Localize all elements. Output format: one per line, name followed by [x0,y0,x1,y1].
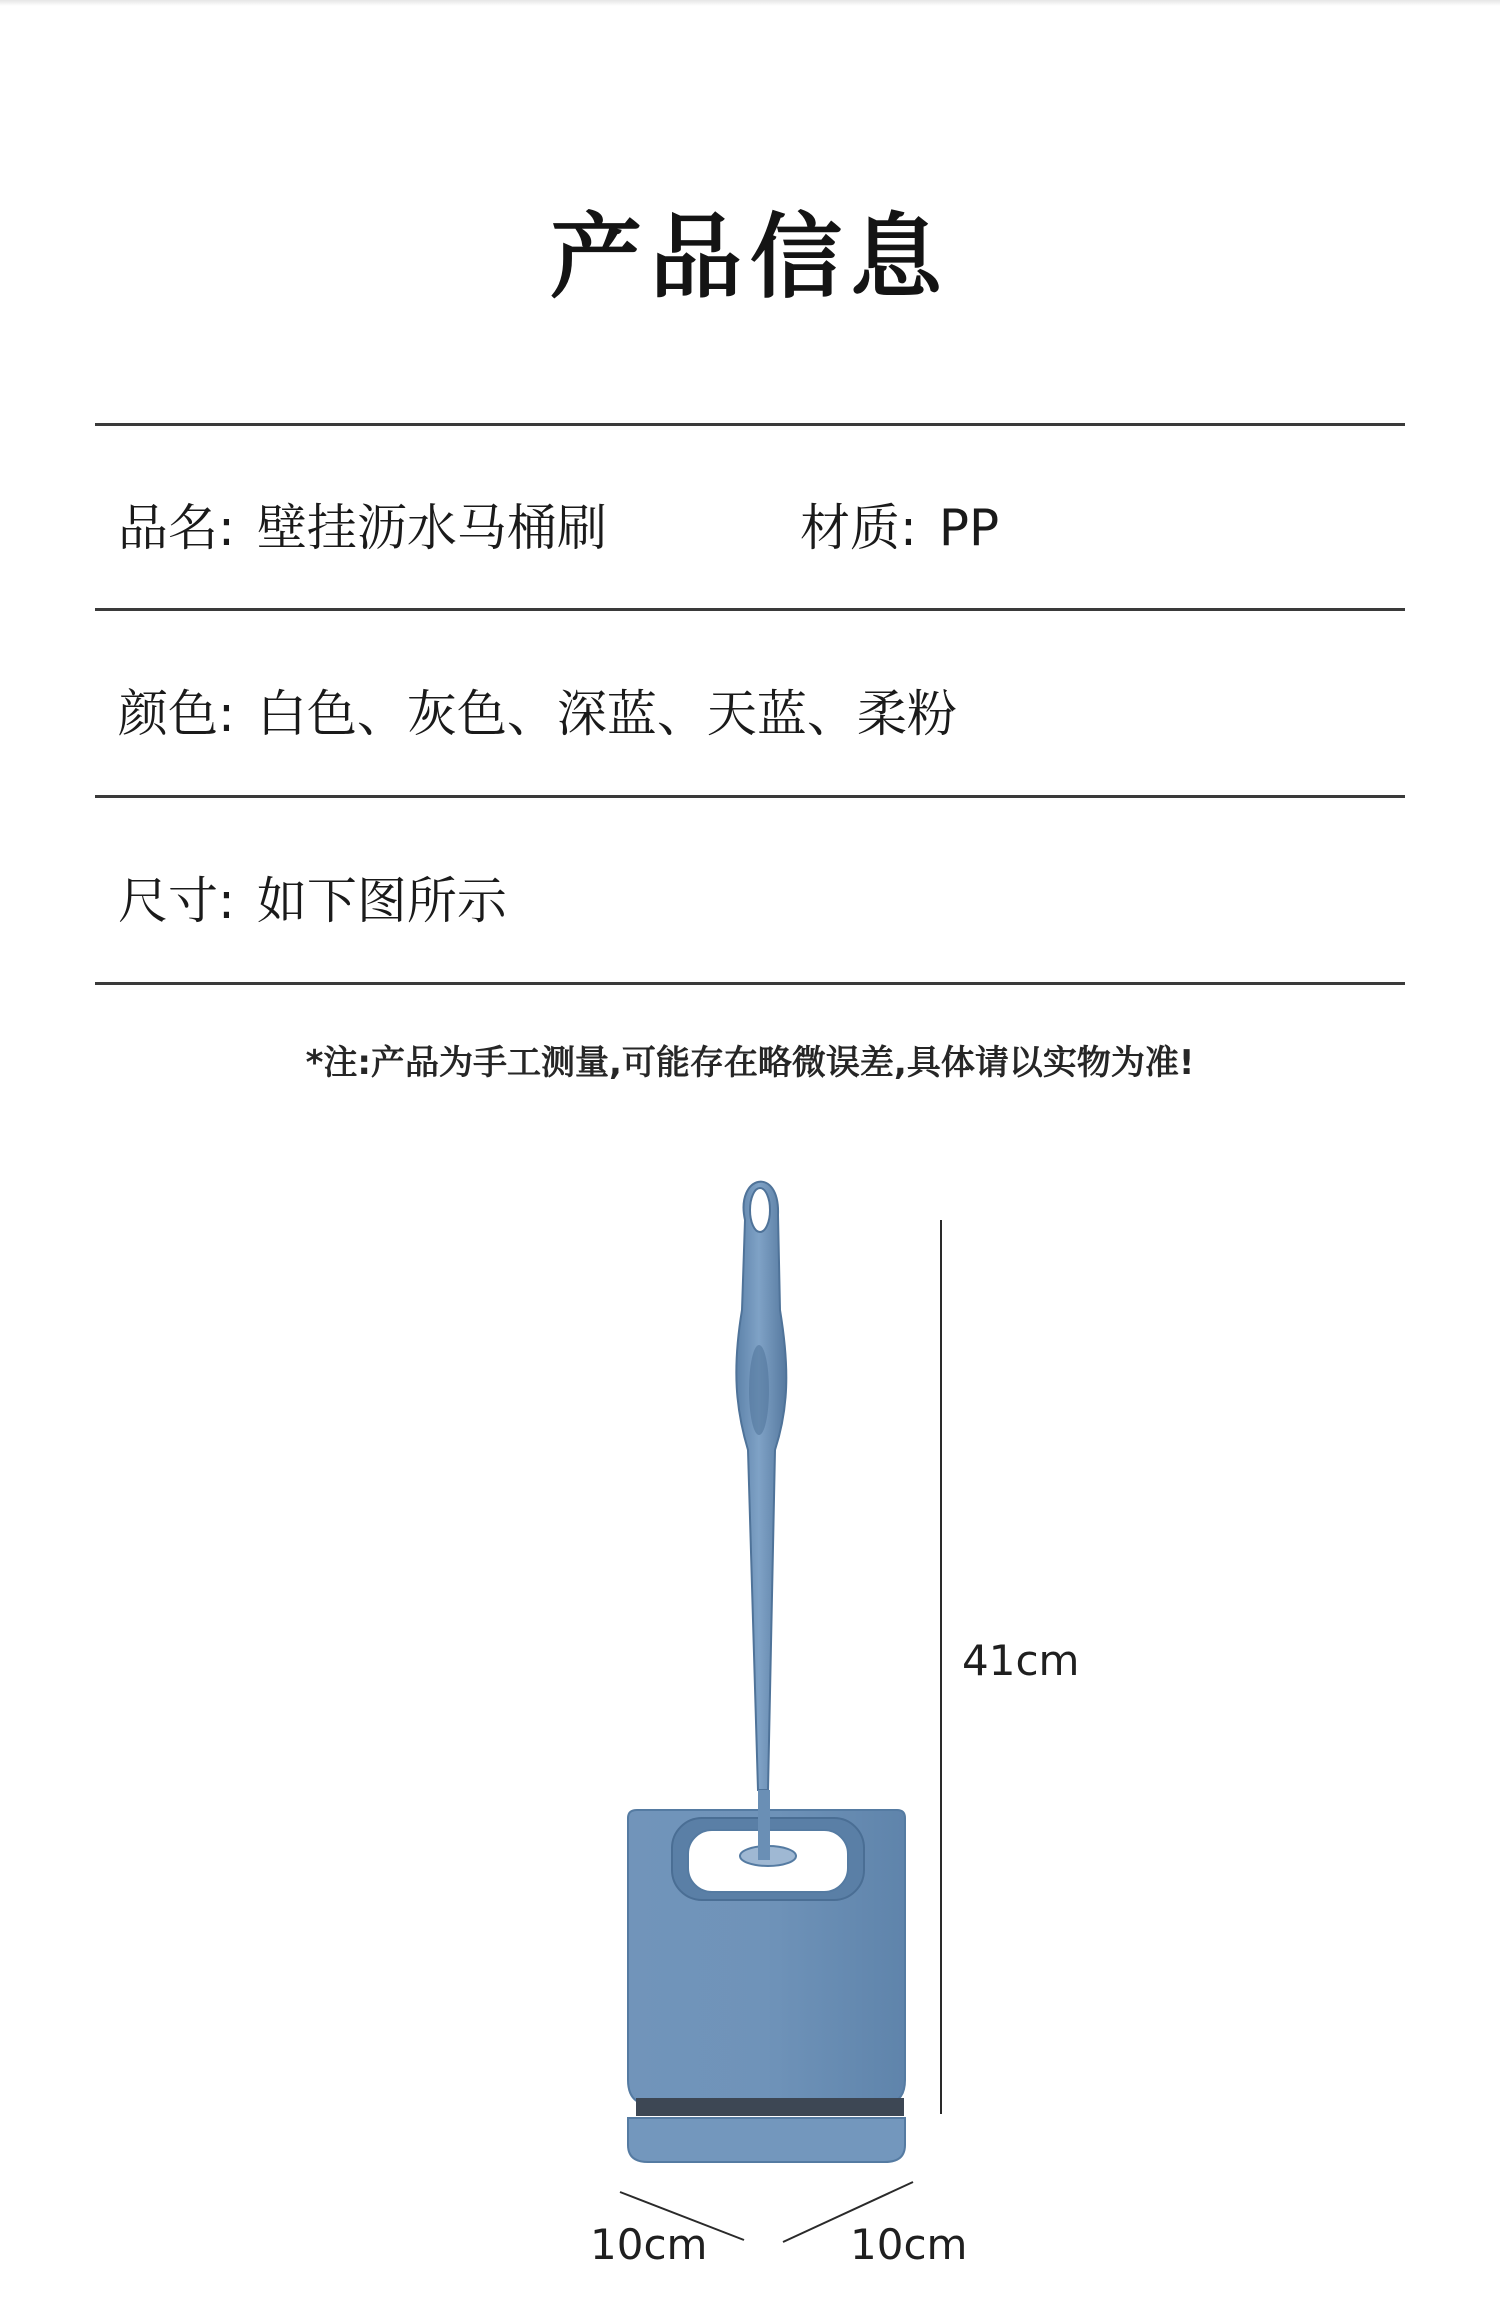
divider-3 [95,795,1405,798]
measurement-note: *注:产品为手工测量,可能存在略微误差,具体请以实物为准! [305,1043,1195,1083]
material-label: 材质: [800,499,917,557]
color-value: 白色、灰色、深蓝、天蓝、柔粉 [256,685,957,743]
toilet-brush-illustration [0,1150,1500,2250]
width-right-label: 10cm [850,2220,968,2269]
divider-1 [95,423,1405,426]
brush-holder [628,1790,905,2162]
grip-groove [749,1345,769,1435]
top-edge [0,0,1500,6]
size-label: 尺寸: [118,872,235,930]
hanging-hole [750,1188,770,1232]
info-row-material [800,488,999,568]
name-label: 品名: [118,499,235,557]
divider-2 [95,608,1405,611]
info-row-color [118,674,957,754]
page-title: 产品信息 [549,204,950,311]
info-row-size [118,861,507,941]
brush-handle [736,1182,786,1790]
material-value: PP [938,499,1000,557]
size-value: 如下图所示 [256,872,507,930]
name-value: 壁挂沥水马桶刷 [256,499,607,557]
product-figure [0,1150,1500,2269]
info-row-name [118,488,607,568]
width-left-label: 10cm [590,2220,708,2269]
color-label: 颜色: [118,685,235,743]
height-label: 41cm [962,1636,1080,1685]
divider-4 [95,982,1405,985]
